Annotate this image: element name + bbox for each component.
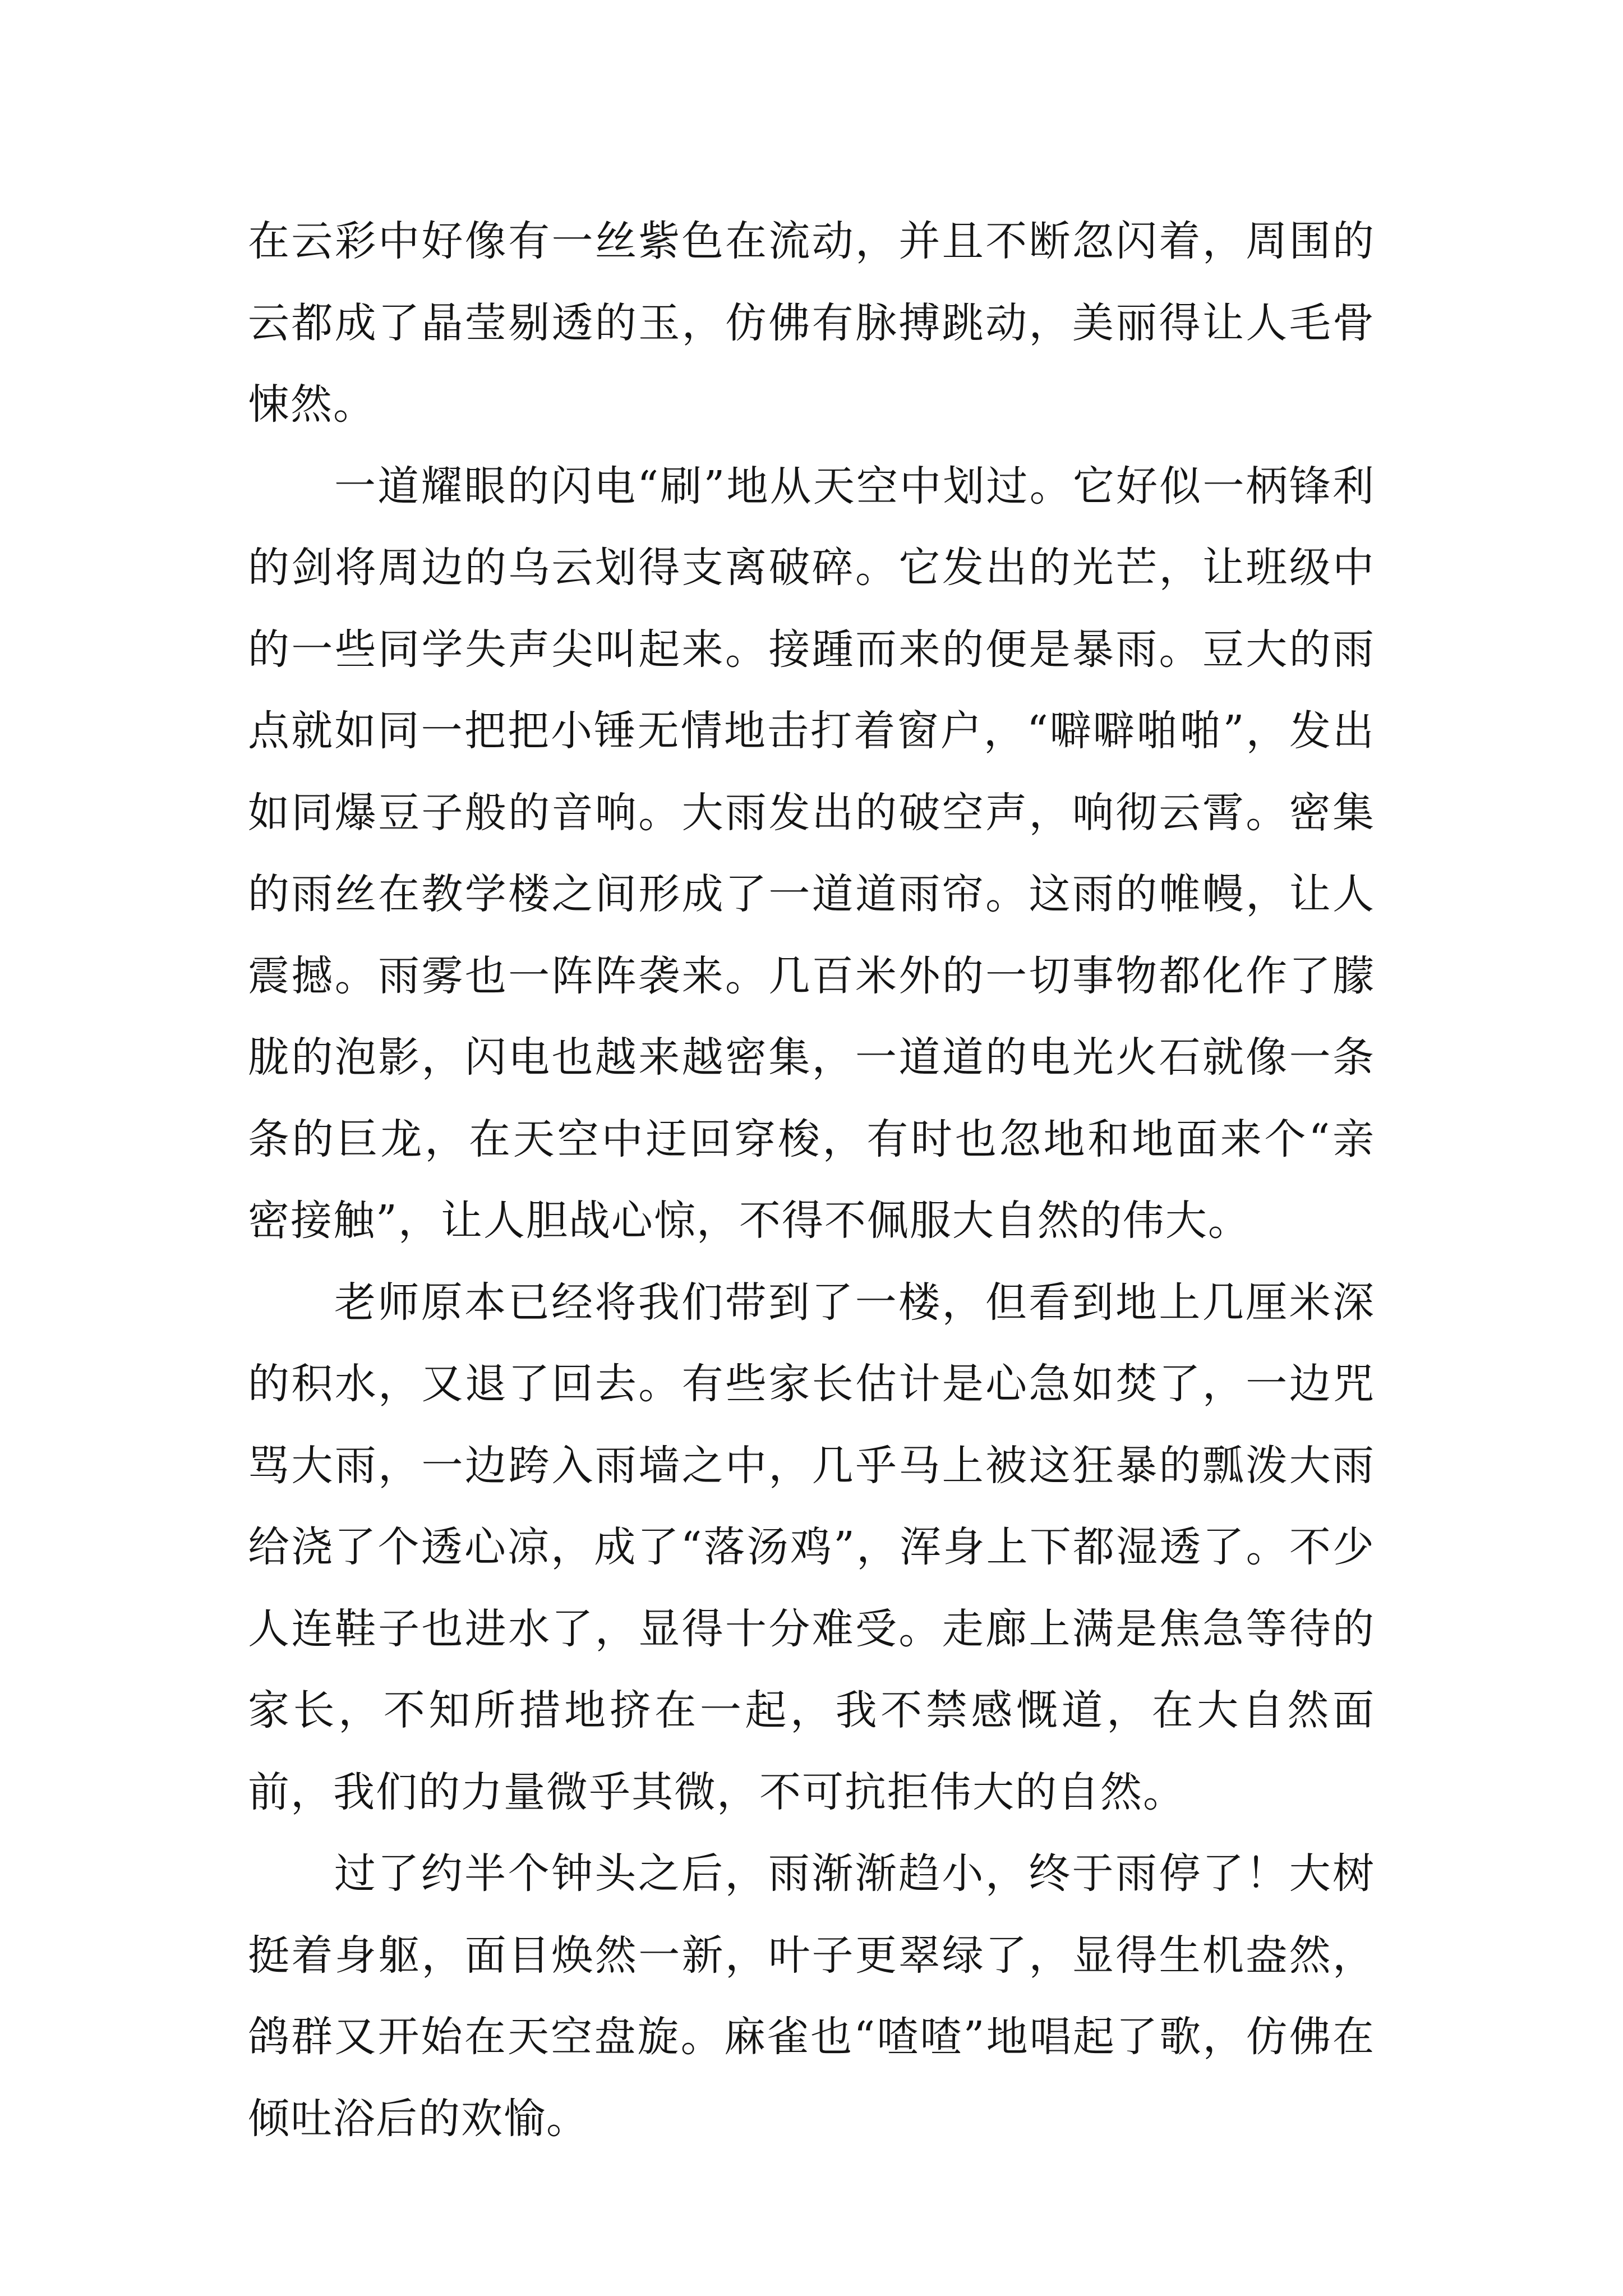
paragraph-1: 在云彩中好像有一丝紫色在流动，并且不断忽闪着，周围的云都成了晶莹剔透的玉，仿佛有脉搏跳动，美丽得让人毛骨悚然。 xyxy=(248,217,1375,429)
paragraph-3: 老师原本已经将我们带到了一楼，但看到地上几厘米深的积水，又退了回去。有些家长估计是心急如焚了，一边咒骂大雨，一边跨入雨墙之中，几乎马上被这狂暴的瓢泼大雨给浇了个透心凉，成了“落汤鸡”，浑身上下都湿透了。不少人连鞋子也进水了，显得十分难受。走廊上满是焦急等待的家长，不知所措地挤在一起，我不禁感慨道，在大自然面前，我们的力量微乎其微，不可抗拒伟大的自然。 xyxy=(248,1278,1375,1816)
paragraph-2: 一道耀眼的闪电“刷”地从天空中划过。它好似一柄锋利的剑将周边的乌云划得支离破碎。它发出的光芒，让班级中的一些同学失声尖叫起来。接踵而来的便是暴雨。豆大的雨点就如同一把把小锤无情地击打着窗户，“噼噼啪啪”，发出如同爆豆子般的音响。大雨发出的破空声，响彻云霄。密集的雨丝在教学楼之间形成了一道道雨帘。这雨的帷幔，让人震撼。雨雾也一阵阵袭来。几百米外的一切事物都化作了朦胧的泡影，闪电也越来越密集，一道道的电光火石就像一条条的巨龙，在天空中迂回穿梭，有时也忽地和地面来个“亲密接触”，让人胆战心惊，不得不佩服大自然的伟大。 xyxy=(248,462,1375,1245)
article-body xyxy=(248,201,1375,2160)
paragraph-4: 过了约半个钟头之后，雨渐渐趋小，终于雨停了！大树挺着身躯，面目焕然一新，叶子更翠绿了，显得生机盎然，鸽群又开始在天空盘旋。麻雀也“喳喳”地唱起了歌，仿佛在倾吐浴后的欢愉。 xyxy=(248,1849,1375,2143)
